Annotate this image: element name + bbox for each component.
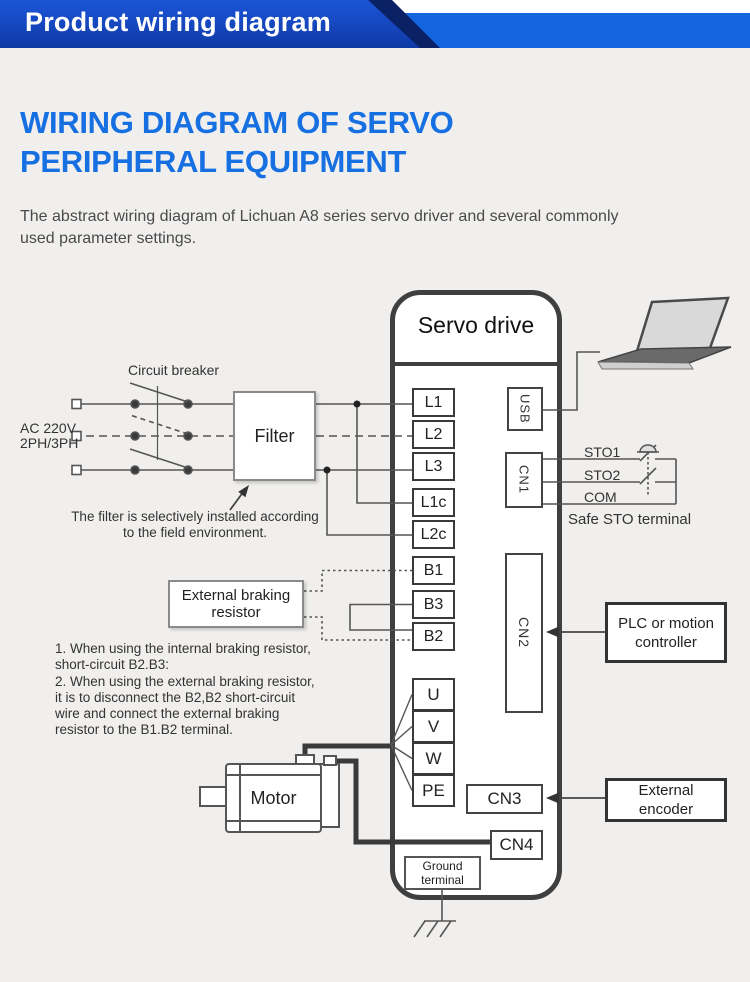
page-title-line2: PERIPHERAL EQUIPMENT bbox=[20, 144, 407, 179]
sto1-label: STO1 bbox=[584, 444, 621, 460]
cn2-connector bbox=[505, 553, 543, 713]
circuit-breaker-symbol bbox=[130, 383, 192, 474]
plc-controller-box: PLC or motion controller bbox=[605, 602, 727, 663]
terminal-B2: B2 bbox=[412, 622, 455, 651]
cn2-label: CN2 bbox=[516, 617, 532, 649]
braking-resistor-notes: 1. When using the internal braking resistor, short-circuit B2.B3: 2. When using the external braking resistor, it is to disconnect the B2,B2 short-circuit wire and connect the external braking resistor to the B1.B2 terminal. bbox=[55, 641, 315, 738]
terminal-B1: B1 bbox=[412, 556, 455, 585]
page-title-line1: WIRING DIAGRAM OF SERVO bbox=[20, 105, 454, 140]
motor-label: Motor bbox=[250, 787, 297, 808]
banner-title: Product wiring diagram bbox=[25, 7, 331, 37]
terminal-PE: PE bbox=[412, 774, 455, 807]
motor-shaft bbox=[200, 787, 226, 806]
terminal-L1c: L1c bbox=[412, 488, 455, 517]
laptop-icon bbox=[598, 298, 731, 369]
terminal-U: U bbox=[412, 678, 455, 711]
com-label: COM bbox=[584, 489, 617, 505]
cn1-connector bbox=[505, 452, 543, 508]
intro-text: The abstract wiring diagram of Lichuan A8 series servo driver and several commonly used parameter settings. bbox=[20, 208, 619, 247]
motor-bottom-line bbox=[227, 820, 320, 822]
terminal-L3: L3 bbox=[412, 452, 455, 481]
cn1-label: CN1 bbox=[516, 465, 532, 495]
ground-terminal-box: Ground terminal bbox=[404, 856, 481, 890]
external-braking-resistor-box: External braking resistor bbox=[168, 580, 304, 628]
ac-supply-label: AC 220V 2PH/3PH bbox=[20, 420, 79, 451]
cn3-connector: CN3 bbox=[466, 784, 543, 814]
terminal-L2: L2 bbox=[412, 420, 455, 449]
usb-label: USB bbox=[517, 394, 533, 424]
safe-sto-label: Safe STO terminal bbox=[568, 511, 692, 528]
sto2-label: STO2 bbox=[584, 467, 621, 483]
filter-box: Filter bbox=[233, 391, 316, 481]
cn4-connector: CN4 bbox=[490, 830, 543, 860]
terminal-W: W bbox=[412, 742, 455, 775]
servo-drive-title: Servo drive bbox=[417, 312, 535, 338]
usb-connector bbox=[507, 387, 543, 431]
motor-box bbox=[225, 763, 322, 833]
external-encoder-box: External encoder bbox=[605, 778, 727, 822]
filter-note-arrow bbox=[230, 485, 249, 510]
circuit-breaker-label: Circuit breaker bbox=[128, 362, 220, 378]
terminal-L1: L1 bbox=[412, 388, 455, 417]
filter-note: The filter is selectively installed according to the field environment. bbox=[71, 509, 319, 540]
terminal-B3: B3 bbox=[412, 590, 455, 619]
terminal-L2c: L2c bbox=[412, 520, 455, 549]
terminal-V: V bbox=[412, 710, 455, 743]
motor-top-line bbox=[227, 774, 320, 776]
